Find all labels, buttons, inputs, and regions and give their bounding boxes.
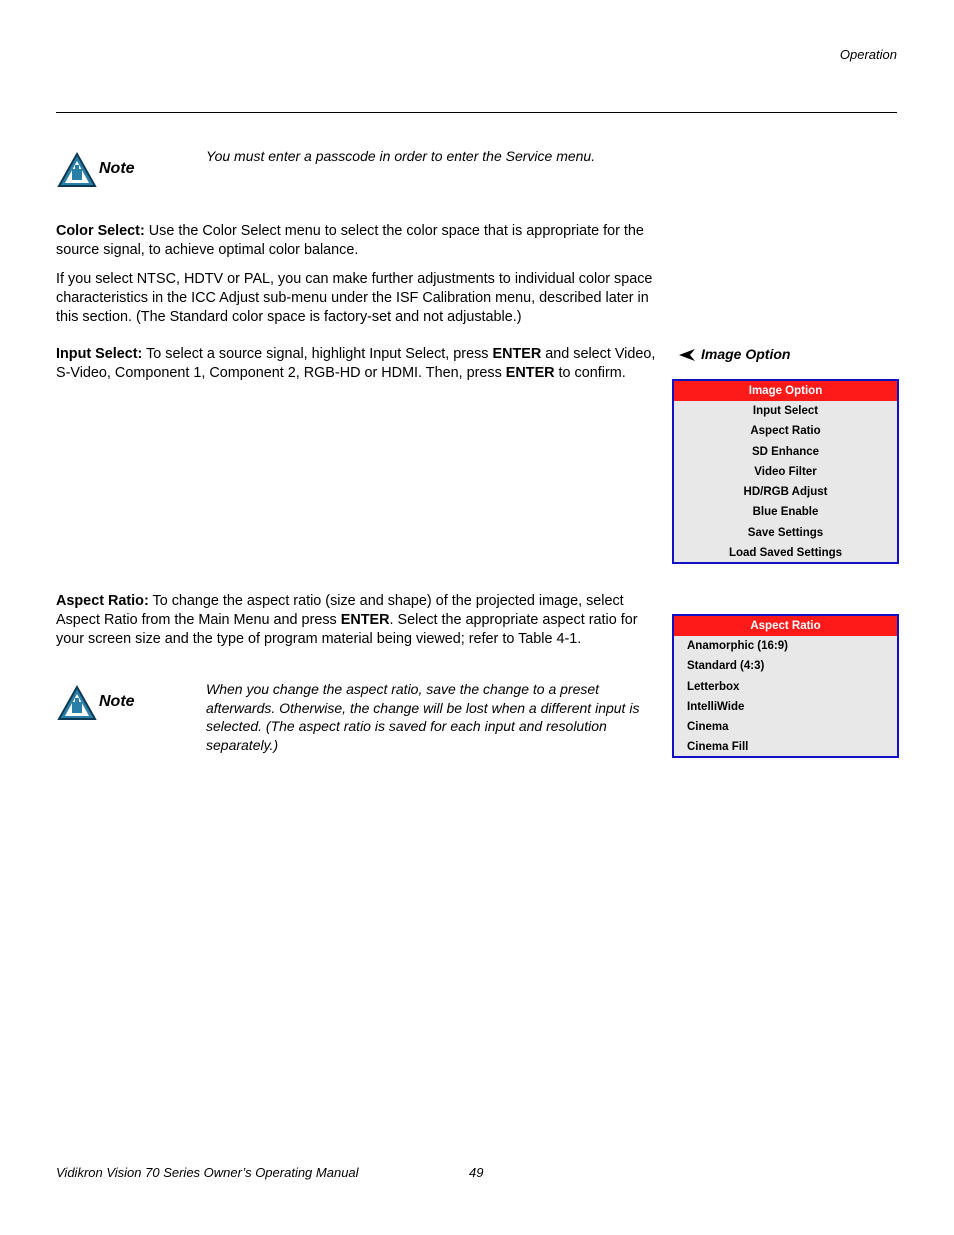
- header-rule: [56, 112, 897, 113]
- arrow-left-icon: [679, 349, 695, 361]
- menu-item-hd-rgb-adjust[interactable]: HD/RGB Adjust: [743, 486, 828, 499]
- note-text: You must enter a passcode in order to enter the Service menu.: [206, 148, 596, 164]
- note-text: When you change the aspect ratio, save the change to a preset afterwards. Otherwise, the change will be lost when a different input is selected. (The aspect ratio is saved for each input and resolution separately.): [206, 681, 640, 754]
- input-select-term: Input Select:: [56, 346, 143, 362]
- input-select-paragraph: Input Select: To select a source signal, highlight Input Select, press ENTER and select Video, S-Video, Component 1, Component 2, RGB-HD or HDMI. Then, press ENTER to confirm.: [56, 346, 656, 381]
- footer-manual-title: Vidikron Vision 70 Series Owner’s Operating Manual: [56, 1165, 359, 1180]
- menu-title: Aspect Ratio: [674, 616, 897, 636]
- menu-item-intelliwide[interactable]: IntelliWide: [687, 700, 745, 713]
- menu-item-video-filter[interactable]: Video Filter: [754, 465, 817, 478]
- note-icon: [57, 152, 97, 193]
- section-header: Operation: [839, 47, 897, 62]
- image-option-caption: Image Option: [679, 346, 790, 362]
- menu-item-anamorphic[interactable]: Anamorphic (16:9): [687, 640, 788, 652]
- aspect-ratio-paragraph: Aspect Ratio: To change the aspect ratio (size and shape) of the projected image, select Aspect Ratio from the Main Menu and press ENTER. Select the appropriate aspect ratio for your screen size and the type of program material being viewed; refer to Table 4-1.: [56, 593, 638, 647]
- note-icon: [57, 685, 97, 726]
- note-label: Note: [99, 160, 135, 177]
- menu-item-aspect-ratio[interactable]: Aspect Ratio: [750, 425, 821, 438]
- menu-item-letterbox[interactable]: Letterbox: [687, 680, 740, 693]
- color-space-paragraph: If you select NTSC, HDTV or PAL, you can make further adjustments to individual color space characteristics in the ICC Adjust sub-menu under the ISF Calibration menu, described later in this section. (The Standard color space is factory-set and not adjustable.): [56, 271, 653, 325]
- aspect-ratio-menu: [672, 614, 899, 758]
- menu-item-cinema-fill[interactable]: Cinema Fill: [687, 741, 749, 754]
- menu-title: Image Option: [674, 381, 897, 401]
- menu-item-blue-enable[interactable]: Blue Enable: [752, 506, 819, 519]
- menu-item-save-settings[interactable]: Save Settings: [747, 526, 824, 539]
- color-select-term: Color Select:: [56, 223, 145, 239]
- menu-item-load-saved-settings[interactable]: Load Saved Settings: [728, 547, 843, 560]
- note-label: Note: [99, 693, 135, 710]
- menu-item-cinema[interactable]: Cinema: [687, 721, 729, 734]
- image-option-menu: [672, 379, 899, 564]
- menu-item-standard[interactable]: Standard (4:3): [687, 660, 765, 673]
- menu-item-sd-enhance[interactable]: SD Enhance: [751, 445, 820, 458]
- color-select-paragraph: Color Select: Use the Color Select menu to select the color space that is appropriate for the source signal, to achieve optimal color balance.: [56, 223, 644, 258]
- menu-item-input-select[interactable]: Input Select: [752, 405, 819, 417]
- aspect-ratio-term: Aspect Ratio:: [56, 593, 149, 609]
- footer-page-number: 49: [469, 1165, 484, 1180]
